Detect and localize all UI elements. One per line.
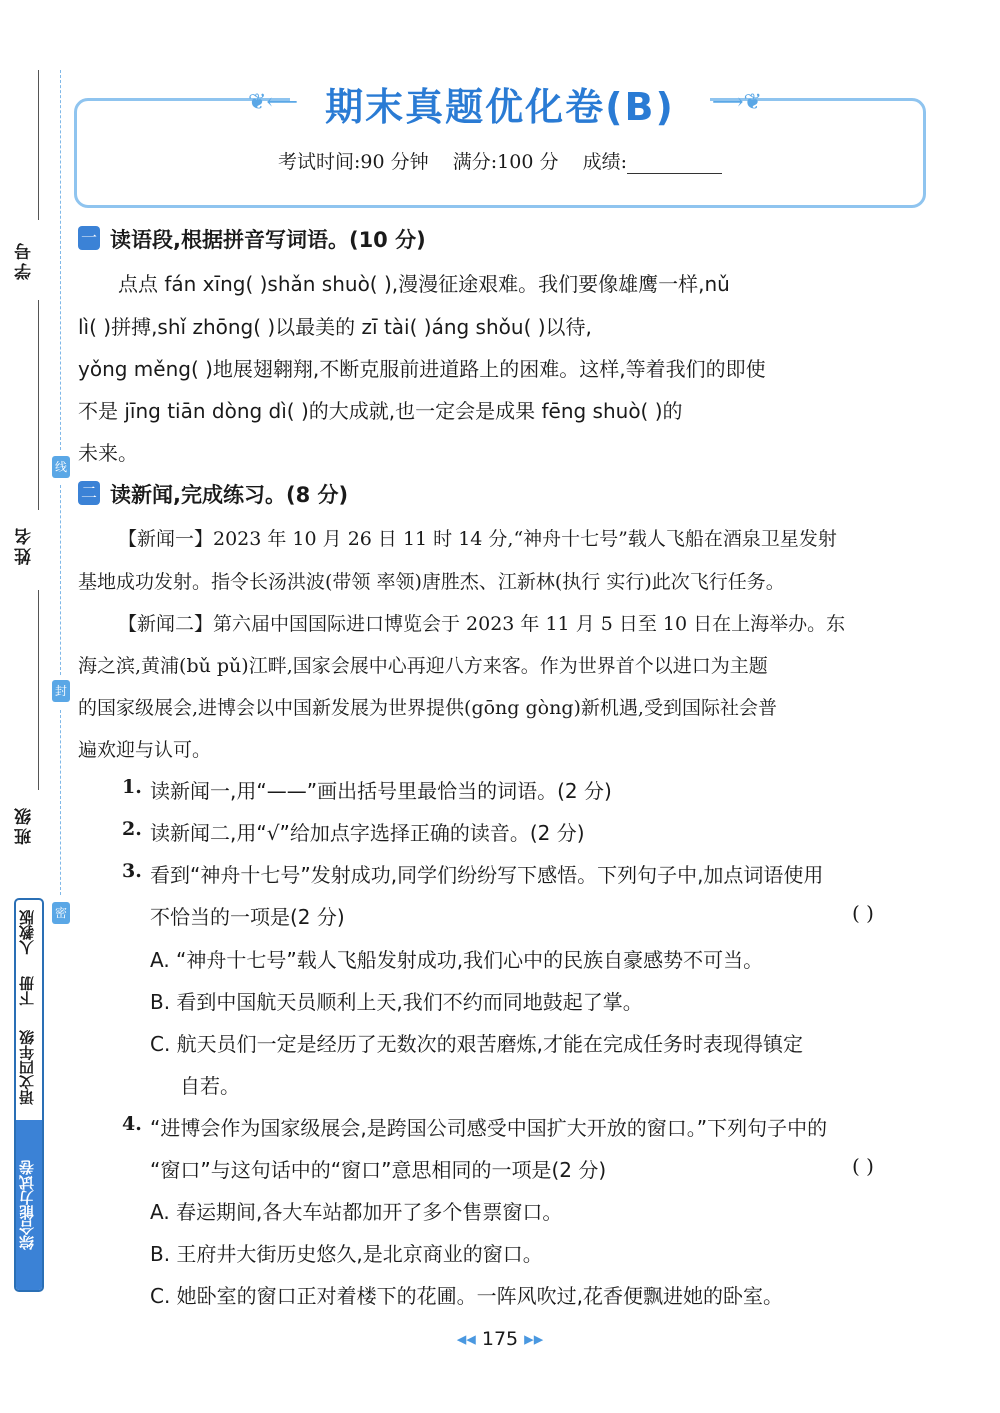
news-line: 海之滨,黄浦(bǔ pǔ)江畔,国家会展中心再迎八方来客。作为世界首个以进口为主题: [78, 655, 768, 677]
page-number: 175: [481, 1328, 519, 1350]
cut-line: [60, 485, 61, 675]
full-score: 满分:100 分: [452, 151, 559, 173]
page-title: 期末真题优化卷(B): [325, 85, 675, 129]
spine-series: 综合能力试卷: [18, 1160, 36, 1250]
passage-line: 未来。: [78, 441, 138, 465]
spine-edition: 人教版: [18, 910, 36, 956]
cut-mark-mi: 密: [52, 902, 70, 924]
question-text: 读新闻一,用“——”画出括号里最恰当的词语。(2 分): [150, 779, 612, 803]
news-line: 【新闻一】2023 年 10 月 26 日 11 时 14 分,“神舟十七号”载人飞船在酒泉卫星发射: [118, 528, 837, 550]
binding-line: [38, 300, 39, 510]
cut-line: [60, 710, 61, 895]
section-number-icon: 一: [78, 226, 100, 250]
news-line: 遍欢迎与认可。: [78, 739, 212, 761]
name-label: 姓名: [15, 525, 35, 565]
option-c[interactable]: C. 她卧室的窗口正对着楼下的花圃。一阵风吹过,花香便飘进她的卧室。: [150, 1284, 784, 1308]
book-spine: [14, 898, 44, 1292]
question-text: 看到“神舟十七号”发射成功,同学们纷纷写下感悟。下列句子中,加点词语使用: [150, 863, 824, 887]
question-number: 3.: [122, 860, 142, 882]
left-ornament-icon: ❦⟵: [248, 90, 298, 115]
cut-mark-feng: 封: [52, 680, 70, 702]
question-text: “窗口”与这句话中的“窗口”意思相同的一项是(2 分): [150, 1158, 607, 1182]
passage-line: lì( )拼搏,shǐ zhōng( )以最美的 zī tài( )áng shǒu( )以待,: [78, 315, 592, 339]
option-b[interactable]: B. 看到中国航天员顺利上天,我们不约而同地鼓起了掌。: [150, 990, 643, 1014]
spine-series-band: [16, 1120, 42, 1290]
student-id-label: 学号: [15, 240, 35, 280]
question-text: “进博会作为国家级展会,是跨国公司感受中国扩大开放的窗口。”下列句子中的: [150, 1116, 828, 1140]
news-line: 的国家级展会,进博会以中国新发展为世界提供(gōng gòng)新机遇,受到国际社会普: [78, 697, 777, 719]
spine-volume: 下册: [18, 976, 36, 1006]
news-line: 基地成功发射。指令长汤洪波(带领 率领)唐胜杰、江新林(执行 实行)此次飞行任务。: [78, 571, 785, 593]
news-line: 【新闻二】第六届中国国际进口博览会于 2023 年 11 月 5 日至 10 日在上海举办。东: [118, 613, 846, 635]
question-number: 4.: [122, 1113, 142, 1135]
option-c-continued: 自若。: [180, 1074, 240, 1098]
option-a[interactable]: A. “神舟十七号”载人飞船发射成功,我们心中的民族自豪感势不可当。: [150, 948, 764, 972]
page-number-bar: [0, 1328, 1000, 1350]
grade-label: 成绩:: [582, 151, 628, 173]
question-number: 2.: [122, 818, 142, 840]
section1-title: 读语段,根据拼音写词语。(10 分): [110, 228, 426, 252]
section-number-icon: 二: [78, 481, 100, 505]
question-text: 读新闻二,用“√”给加点字选择正确的读音。(2 分): [150, 821, 585, 845]
option-c[interactable]: C. 航天员们一定是经历了无数次的艰苦磨炼,才能在完成任务时表现得镇定: [150, 1032, 804, 1056]
binding-line: [38, 590, 39, 790]
question-text: 不恰当的一项是(2 分): [150, 905, 345, 929]
class-label: 班级: [15, 805, 35, 845]
section2-title: 读新闻,完成练习。(8 分): [110, 483, 349, 507]
passage-line: 点点 fán xīng( )shǎn shuò( ),漫漫征途艰难。我们要像雄鹰一样,nǔ: [118, 272, 730, 296]
option-b[interactable]: B. 王府井大街历史悠久,是北京商业的窗口。: [150, 1242, 543, 1266]
prev-arrows-icon: ◂◂: [456, 1328, 482, 1350]
passage-line: yǒng měng( )地展翅翱翔,不断克服前进道路上的困难。这样,等着我们的即使: [78, 357, 766, 381]
exam-time: 考试时间:90 分钟: [277, 151, 429, 173]
answer-parenthesis[interactable]: ( ): [852, 901, 874, 925]
option-a[interactable]: A. 春运期间,各大车站都加开了多个售票窗口。: [150, 1200, 563, 1224]
spine-subject: 语文四年级: [18, 1030, 36, 1106]
grade-blank[interactable]: [627, 153, 722, 174]
right-ornament-icon: ⟶❦: [712, 90, 762, 115]
exam-info: [0, 147, 1000, 174]
question-number: 1.: [122, 776, 142, 798]
cut-mark-xian: 线: [52, 456, 70, 478]
passage-line: 不是 jīng tiān dòng dì( )的大成就,也一定会是成果 fēng shuò( )的: [78, 399, 683, 423]
answer-parenthesis[interactable]: ( ): [852, 1154, 874, 1178]
next-arrows-icon: ▸▸: [524, 1328, 544, 1350]
